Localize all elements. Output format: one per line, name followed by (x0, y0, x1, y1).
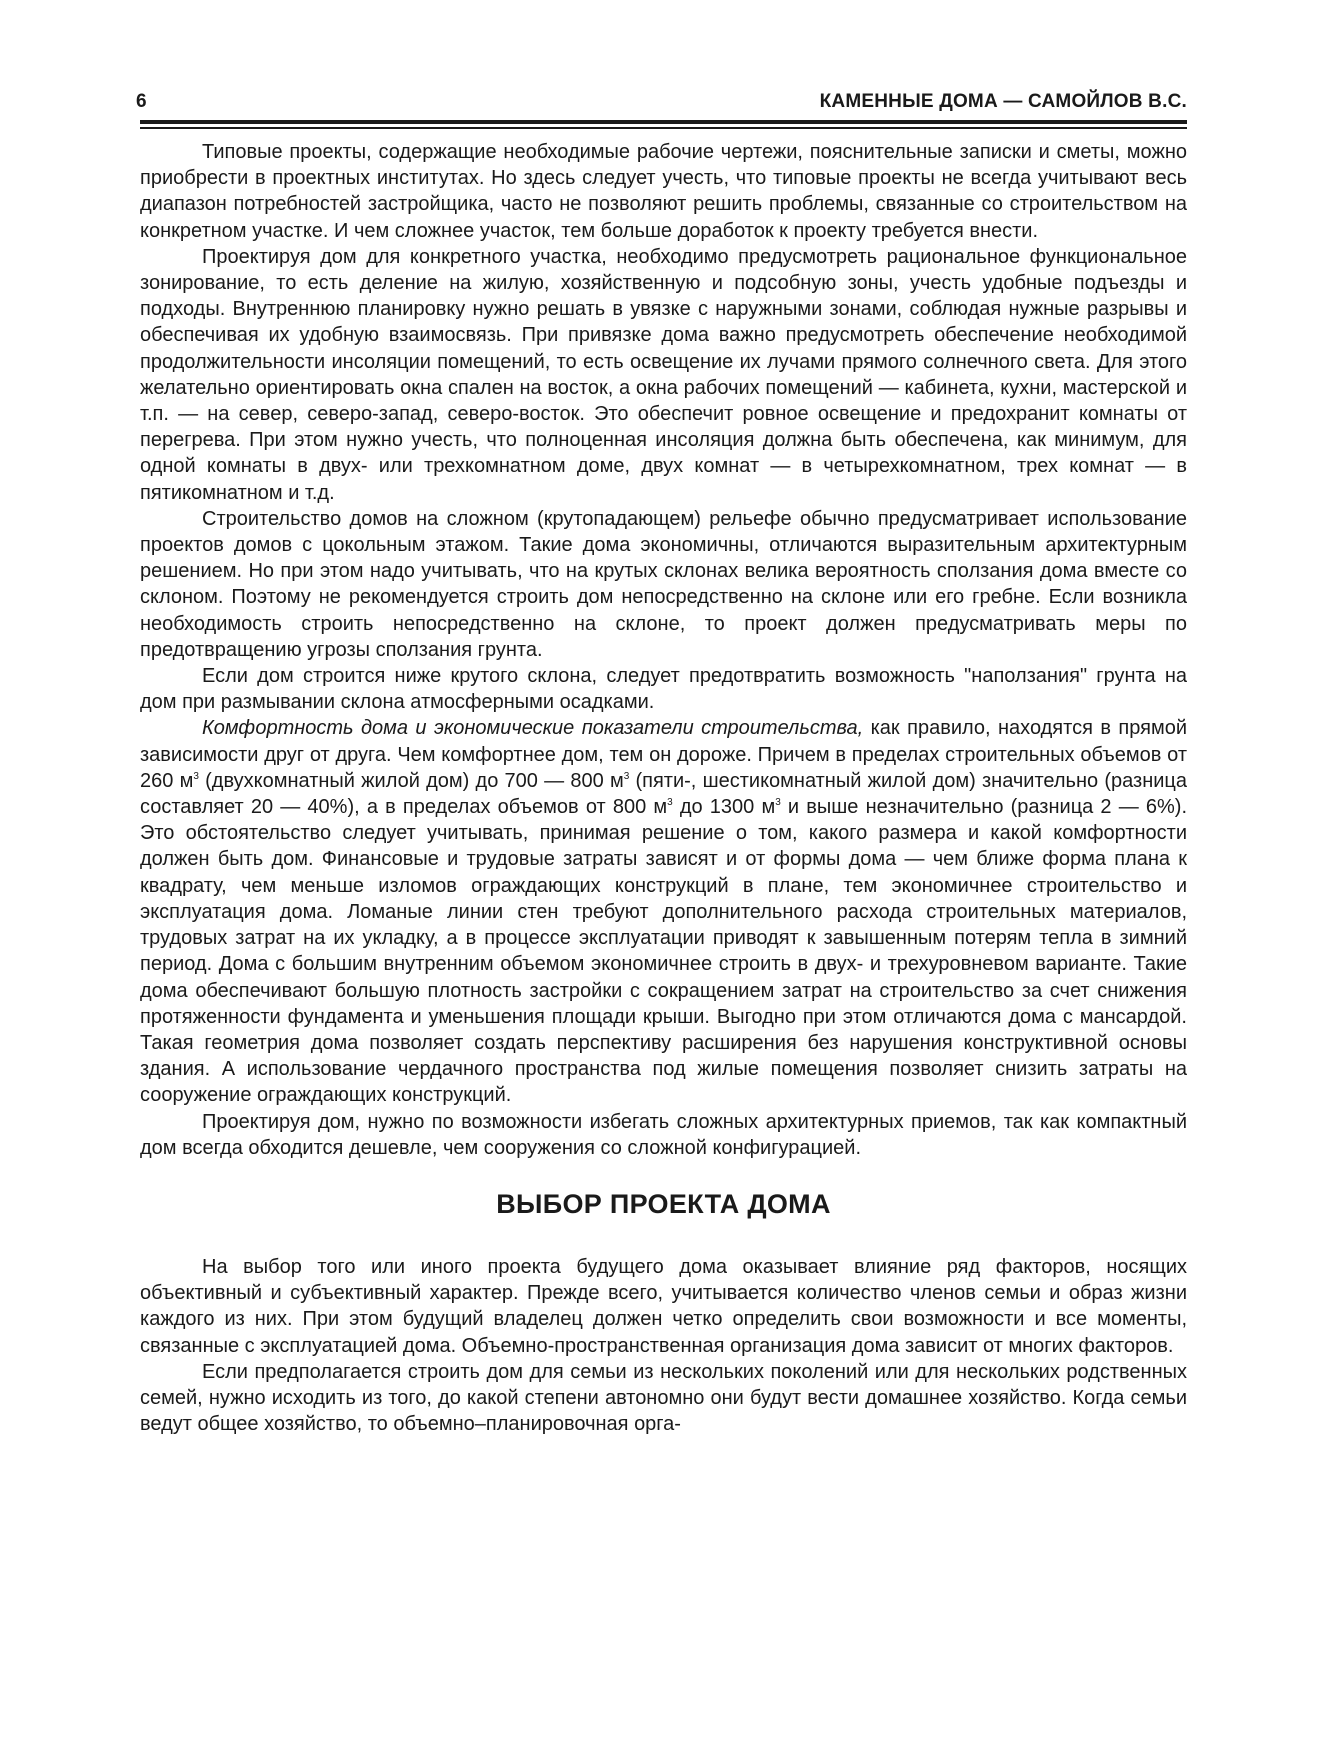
paragraph: Если предполагается строить дом для семьи из нескольких поколений или для нескольких родственных семей, нужно исходить из того, до какой степени автономно они будут вести домашнее хозяйство. Когда семьи ведут общее хозяйство, то объемно–планировочная орга- (140, 1360, 1187, 1436)
header-rule-thin (140, 127, 1187, 129)
superscript: 3 (775, 797, 781, 809)
paragraph: Если дом строится ниже крутого склона, следует предотвратить возможность "наползания" грунта на дом при размывании склона атмосферными осадками. (140, 665, 1187, 714)
running-title: КАМЕННЫЕ ДОМА — САМОЙЛОВ В.С. (819, 91, 1187, 112)
page-header (136, 86, 1187, 112)
superscript: 3 (193, 770, 199, 782)
header-rule (140, 120, 1187, 129)
paragraph: Проектируя дом, нужно по возможности избегать сложных архитектурных приемов, так как компактный дом всегда обходится дешевле, чем сооружения со сложной конфигурацией. (140, 1110, 1187, 1159)
page-number: 6 (136, 91, 147, 112)
section-title: ВЫБОР ПРОЕКТА ДОМА (496, 1188, 831, 1219)
paragraph: Типовые проекты, содержащие необходимые рабочие чертежи, пояснительные записки и сметы, можно приобрести в проектных институтах. Но здесь следует учесть, что типовые проекты не всегда учитывают весь диапазон потребностей застройщика, часто не позволяют решить проблемы, связанные со строительством на конкретном участке. И чем сложнее участок, тем больше доработок к проекту требуется внести. (140, 141, 1187, 242)
paragraph-text: и выше незначительно (разница 2 — 6%). Это обстоятельство следует учитывать, принимая решение о том, какого размера и какой комфортности должен быть дом. Финансовые и трудовые затраты зависят и от формы дома — чем ближе форма плана к квадрату, чем меньше изломов ограждающих конструкций в плане, тем экономичнее строительство и эксплуатация дома. Ломаные линии стен требуют дополнительного расхода строительных материалов, трудовых затрат на их укладку, а в процессе эксплуатации приводят к завышенным потерям тепла в зимний период. Дома с большим внутренним объемом экономичнее строить в двух- и трехуровневом варианте. Такие дома обеспечивают большую плотность застройки с сокращением затрат на строительство за счет снижения протяженности фундамента и уменьшения площади крыши. Выгодно при этом отличаются дома с мансардой. Такая геометрия дома позволяет создать перспективу расширения без нарушения конструктивной основы здания. А использование чердачного пространства под жилые помещения позволяет снизить затраты на сооружение ограждающих конструкций. (140, 796, 1187, 1107)
paragraph-text: (двухкомнатный жилой дом) до 700 — 800 м (198, 769, 624, 792)
superscript: 3 (623, 770, 630, 782)
italic-lead: Комфортность дома и экономические показатели строительства, (202, 717, 864, 740)
paragraph-text: (пяти-, шестикомнатный жилой дом) значительно (разница составляет 20 — 40%), а в пределах объемов от 800 м (140, 769, 1187, 819)
book-page (136, 86, 1187, 1437)
paragraph: На выбор того или иного проекта будущего дома оказывает влияние ряд факторов, носящих объективный и субъективный характер. Прежде всего, учитывается количество членов семьи и образ жизни каждого из них. При этом будущий владелец должен четко определить свои возможности и все моменты, связанные с эксплуатацией дома. Объемно-пространственная организация дома зависит от многих факторов. (140, 1255, 1187, 1357)
paragraph-text: до 1300 м (672, 796, 776, 819)
paragraph-text: как правило, находятся в прямой зависимости друг от друга. Чем комфортнее дом, тем он дороже. Причем в пределах строительных объемов от 260 м (140, 717, 1187, 792)
paragraph: Проектируя дом для конкретного участка, необходимо предусмотреть рациональное функциональное зонирование, то есть деление на жилую, хозяйственную и подсобную зоны, учесть удобные подъезды и подходы. Внутреннюю планировку нужно решать в увязке с наружными зонами, соблюдая нужные разрывы и обеспечивая их удобную взаимосвязь. При привязке дома важно предусмотреть обеспечение необходимой продолжительности инсоляции помещений, то есть освещение их лучами прямого солнечного света. Для этого желательно ориентировать окна спален на восток, а окна рабочих помещений — кабинета, кухни, мастерской и т.п. — на север, северо-запад, северо-восток. Это обеспечит ровное освещение и предохранит комнаты от перегрева. При этом нужно учесть, что полноценная инсоляция должна быть обеспечена, как минимум, для одной комнаты в двух- или трехкомнатном доме, двух комнат — в четырехкомнатном, трех комнат — в пятикомнатном и т.д. (140, 245, 1187, 504)
paragraph: Строительство домов на сложном (крутопадающем) рельефе обычно предусматривает использование проектов домов с цокольным этажом. Такие дома экономичны, отличаются выразительным архитектурным решением. Но при этом надо учитывать, что на крутых склонах велика вероятность сползания дома вместе со склоном. Поэтому не рекомендуется строить дом непосредственно на склоне или его гребне. Если возникла необходимость строить непосредственно на склоне, то проект должен предусматривать меры по предотвращению угрозы сползания грунта. (140, 507, 1187, 661)
header-rule-thick (140, 120, 1187, 124)
superscript: 3 (667, 797, 673, 809)
paragraph-comfort (140, 715, 1187, 1108)
body-text (140, 139, 1187, 1437)
